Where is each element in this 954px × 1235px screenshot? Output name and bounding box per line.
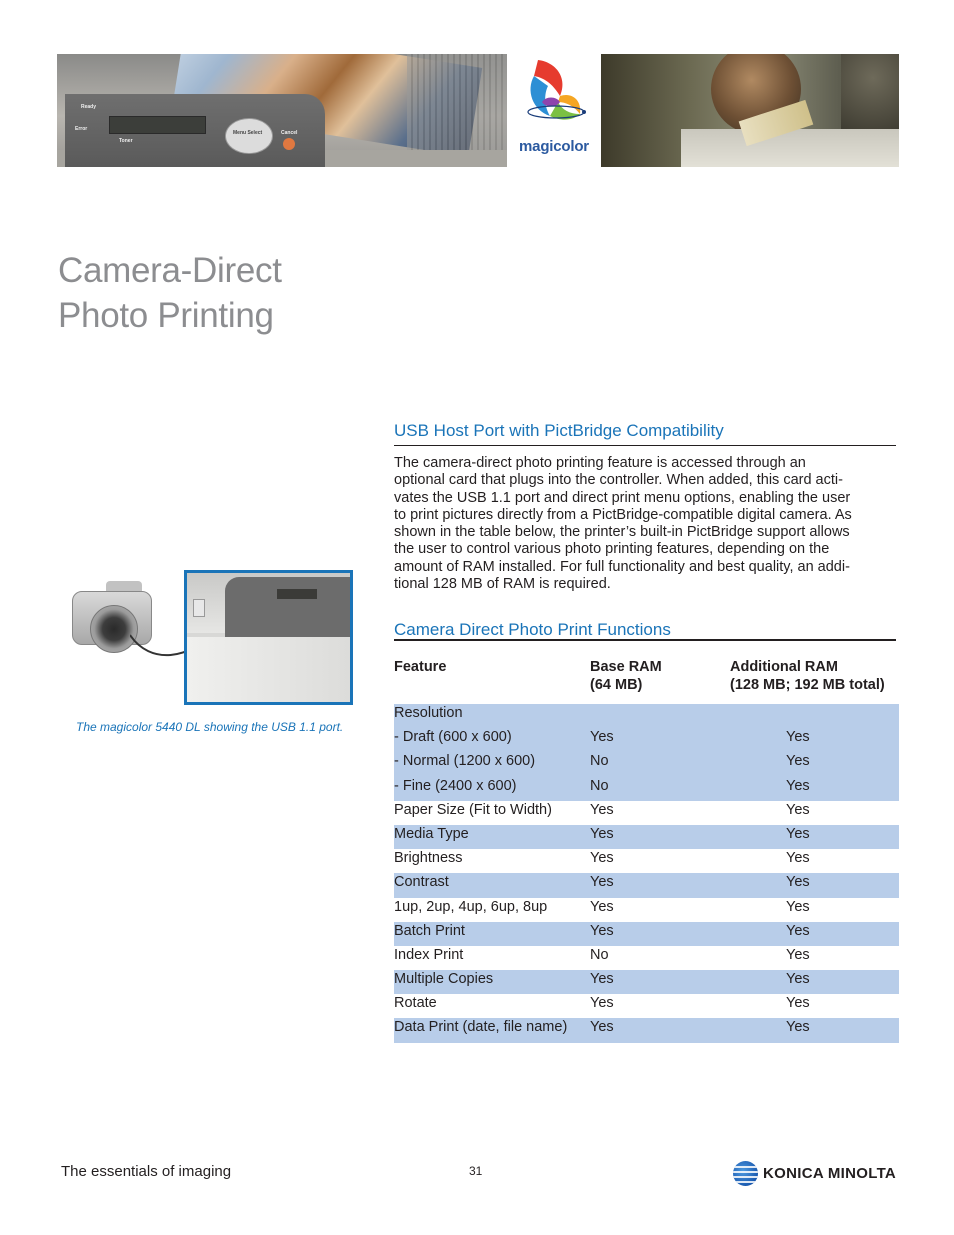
cell-additional-ram: Yes — [730, 728, 899, 752]
cell-feature: Paper Size (Fit to Width) — [394, 801, 552, 818]
table-row — [394, 946, 899, 970]
table-row — [394, 825, 899, 849]
cell-additional-ram: Yes — [786, 898, 810, 915]
cell-feature: Index Print — [394, 946, 464, 963]
page-title — [58, 248, 478, 338]
table-row — [394, 849, 899, 873]
panel-label-cancel: Cancel — [281, 130, 298, 136]
konica-minolta-globe-icon — [733, 1161, 758, 1186]
cell-base-ram: No — [590, 752, 730, 776]
cell-feature: Batch Print — [394, 922, 590, 946]
usb-section-rule — [394, 445, 896, 446]
page-number: 31 — [469, 1164, 483, 1178]
functions-table — [394, 658, 899, 1043]
cell-base-ram: Yes — [590, 850, 614, 867]
cell-feature: - Fine (2400 x 600) — [394, 777, 590, 801]
page-title-line-1: Camera-Direct — [58, 251, 282, 290]
cell-additional-ram: Yes — [730, 970, 899, 994]
cell-feature: 1up, 2up, 4up, 6up, 8up — [394, 898, 548, 915]
table-row — [394, 704, 899, 728]
cell-base-ram: Yes — [590, 995, 614, 1012]
usb-section-heading: USB Host Port with PictBridge Compatibility — [394, 421, 724, 440]
table-header-row — [394, 658, 899, 704]
body-line: shown in the table below, the printer’s built-in PictBridge support allows — [394, 524, 850, 541]
printer-panel-photo — [57, 54, 507, 167]
figure-caption: The magicolor 5440 DL showing the USB 1.1 port. — [76, 720, 344, 734]
cell-additional-ram — [730, 704, 899, 728]
functions-section-heading: Camera Direct Photo Print Functions — [394, 620, 671, 639]
body-line: The camera-direct photo printing feature is accessed through an — [394, 455, 806, 471]
cell-additional-ram: Yes — [730, 922, 899, 946]
cell-feature: Contrast — [394, 873, 590, 897]
cell-additional-ram: Yes — [786, 850, 810, 867]
usb-section-body — [394, 455, 894, 593]
table-row — [394, 1018, 899, 1042]
table-row — [394, 873, 899, 897]
cell-feature: - Normal (1200 x 600) — [394, 752, 590, 776]
page-title-line-2: Photo Printing — [58, 296, 274, 335]
cell-base-ram: Yes — [590, 873, 730, 897]
body-line: the user to control various photo printing features, depending on the — [394, 541, 830, 558]
magicolor-wordmark: magicolor — [519, 138, 589, 155]
table-row — [394, 777, 899, 801]
cell-base-ram: Yes — [590, 1018, 730, 1042]
body-line: vates the USB 1.1 port and direct print menu options, enabling the user — [394, 489, 851, 506]
panel-label-menu: Menu Select — [233, 130, 263, 136]
footer-tagline: The essentials of imaging — [61, 1163, 232, 1180]
cell-feature: Brightness — [394, 850, 463, 867]
body-line: amount of RAM installed. For full functionality and best quality, an addi- — [394, 558, 850, 575]
cell-base-ram: Yes — [590, 970, 730, 994]
cell-base-ram: No — [590, 777, 730, 801]
table-row — [394, 970, 899, 994]
cell-feature: Rotate — [394, 995, 437, 1012]
column-header-feature: Feature — [394, 659, 447, 675]
cell-additional-ram: Yes — [730, 873, 899, 897]
body-line: to print pictures directly from a PictBridge-compatible digital camera. As — [394, 506, 852, 523]
cell-base-ram: Yes — [590, 922, 730, 946]
header-banner — [57, 54, 899, 167]
table-row — [394, 801, 899, 825]
usb-port-icon — [193, 599, 205, 617]
cell-feature: Multiple Copies — [394, 970, 590, 994]
footer-brand: KONICA MINOLTA — [763, 1165, 897, 1182]
cell-base-ram: Yes — [590, 825, 730, 849]
cell-additional-ram: Yes — [730, 1018, 899, 1042]
panel-label-error: Error — [75, 126, 88, 132]
cell-feature: - Draft (600 x 600) — [394, 728, 590, 752]
column-header-base-ram: Base RAM (64 MB) — [590, 659, 662, 693]
panel-label-toner: Toner — [119, 138, 133, 144]
cell-additional-ram: Yes — [786, 801, 810, 818]
column-header-additional-ram: Additional RAM (128 MB; 192 MB total) — [730, 659, 885, 693]
cell-base-ram: Yes — [590, 801, 614, 818]
cell-additional-ram: Yes — [730, 752, 899, 776]
magicolor-logo — [508, 54, 600, 167]
cell-base-ram: Yes — [590, 728, 730, 752]
cell-additional-ram: Yes — [786, 946, 810, 963]
table-row — [394, 922, 899, 946]
functions-section-rule — [394, 639, 896, 641]
cell-additional-ram: Yes — [786, 995, 810, 1012]
office-photo — [601, 54, 899, 167]
cell-base-ram: No — [590, 946, 609, 963]
cell-base-ram — [590, 704, 730, 728]
printer-usb-port-photo — [184, 570, 353, 705]
table-row — [394, 752, 899, 776]
magicolor-swirl-icon — [516, 56, 592, 138]
cell-additional-ram: Yes — [730, 777, 899, 801]
cell-feature: Media Type — [394, 825, 590, 849]
table-row — [394, 728, 899, 752]
cell-feature: Resolution — [394, 704, 590, 728]
table-row — [394, 898, 899, 922]
cell-feature: Data Print (date, file name) — [394, 1018, 590, 1042]
cell-additional-ram: Yes — [730, 825, 899, 849]
body-line: optional card that plugs into the controller. When added, this card acti- — [394, 472, 843, 489]
body-line: tional 128 MB of RAM is required. — [394, 576, 611, 593]
cell-base-ram: Yes — [590, 898, 614, 915]
panel-label-ready: Ready — [81, 104, 97, 110]
table-row — [394, 994, 899, 1018]
